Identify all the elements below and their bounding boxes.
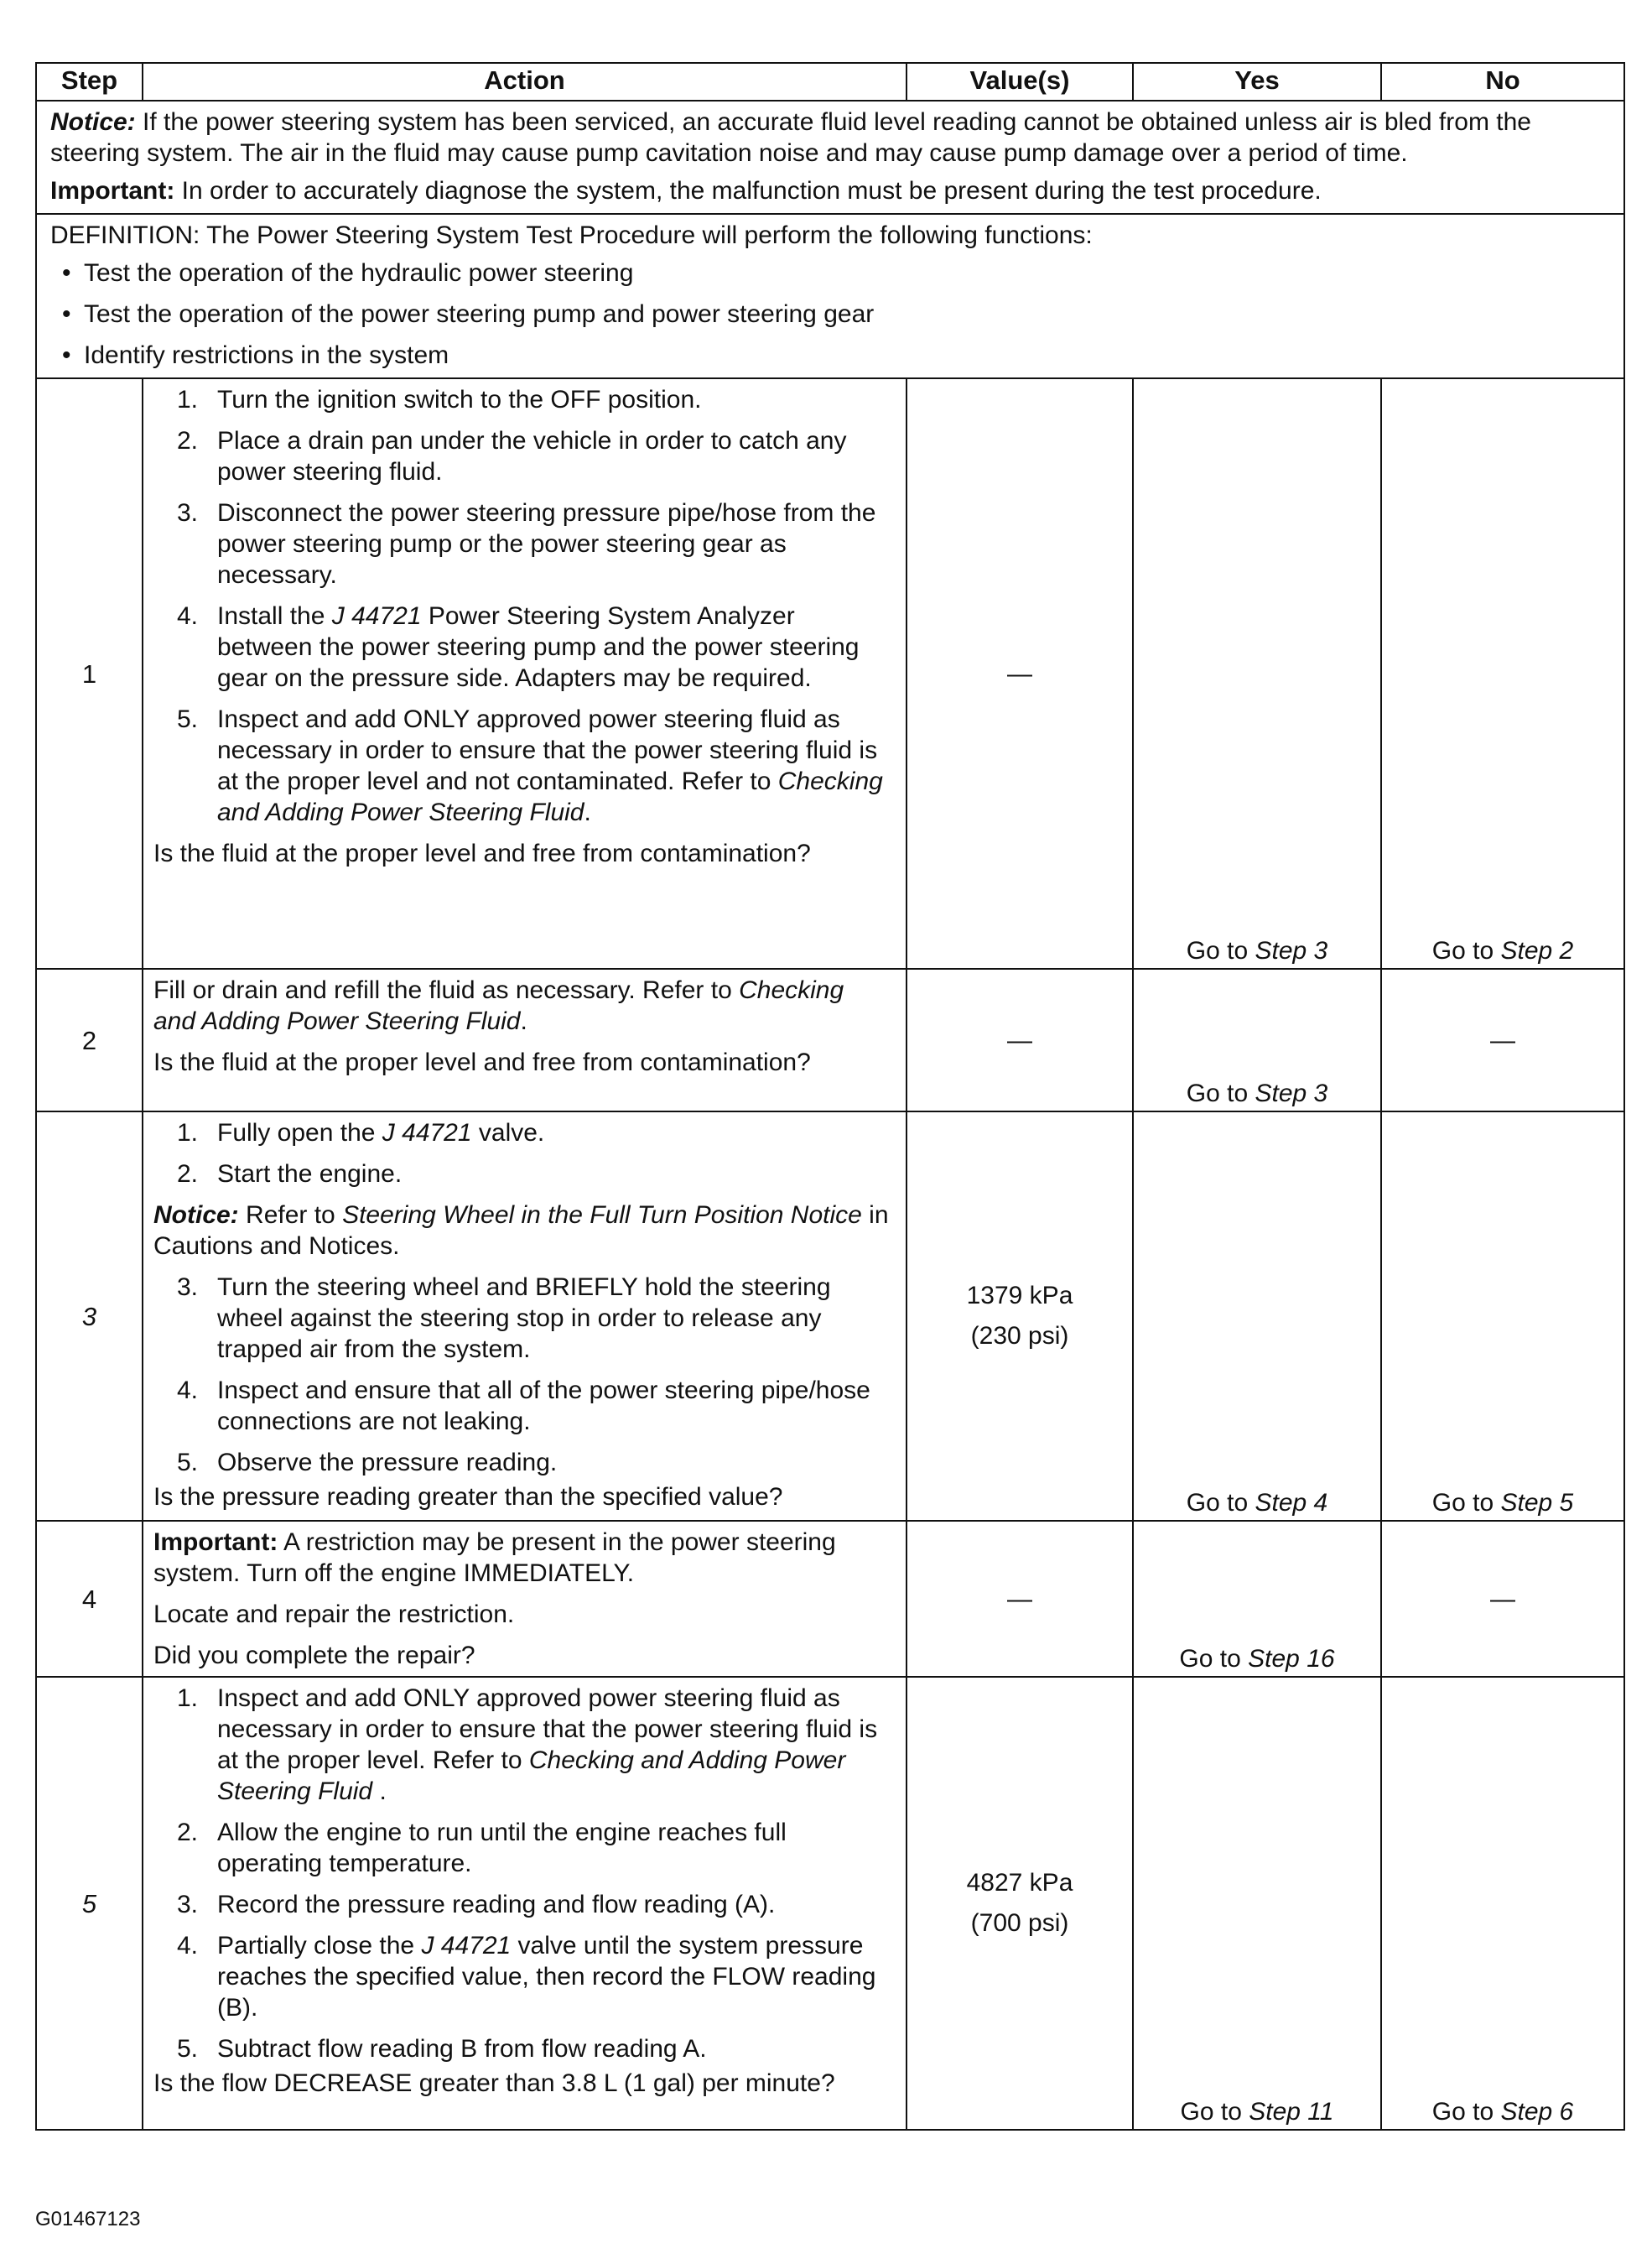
action-list — [153, 1117, 892, 1189]
value-psi: (230 psi) — [970, 1322, 1069, 1350]
list-item: 3. Disconnect the power steering pressure pipe/hose from the power steering pump or the power steering gear as necessary. — [177, 499, 876, 589]
step-link[interactable]: Step 2 — [1500, 937, 1574, 965]
step-number: 2 — [36, 969, 143, 1111]
yes-result: Go to Step 4 — [1133, 1111, 1381, 1521]
step-action — [143, 1521, 907, 1677]
step-notice: Notice: Refer to Steering Wheel in the Full Turn Position Notice in Cautions and Notices. — [153, 1201, 889, 1260]
definition-row — [36, 214, 1624, 378]
step-row-3 — [36, 1111, 1624, 1521]
step-action — [143, 1677, 907, 2130]
intro-notice: Notice: If the power steering system has been serviced, an accurate fluid level reading cannot be obtained unless air is bled from the steering system. The air in the fluid may cause pump cavitation noise and may cause pump damage over a period of time. — [50, 108, 1531, 167]
list-item: 1. Turn the ignition switch to the OFF position. — [177, 386, 702, 414]
list-item: 1. Inspect and add ONLY approved power steering fluid as necessary in order to ensure that the power steering fluid is at the proper level. Refer to Checking and Adding Power Steering Fluid . — [177, 1684, 878, 1805]
list-item: 4. Inspect and ensure that all of the power steering pipe/hose connections are not leaking. — [177, 1377, 870, 1435]
yes-result: Go to Step 11 — [1133, 1677, 1381, 2130]
list-item: 4. Partially close the J 44721 valve until the system pressure reaches the specified value, then record the FLOW reading (B). — [177, 1932, 876, 2022]
tool-ref: J 44721 — [382, 1119, 472, 1147]
action-text: Fill or drain and refill the fluid as necessary. Refer to Checking and Adding Power Steering Fluid. — [153, 976, 844, 1035]
step-link[interactable]: Step 11 — [1249, 2098, 1334, 2126]
list-item: 2. Allow the engine to run until the engine reaches full operating temperature. — [177, 1819, 787, 1877]
header-no: No — [1381, 63, 1624, 101]
definition-text: DEFINITION: The Power Steering System Test Procedure will perform the following functions: — [50, 221, 1093, 249]
list-item: 3. Turn the steering wheel and BRIEFLY hold the steering wheel against the steering stop in order to release any trapped air from the system. — [177, 1273, 831, 1363]
step-value: — — [907, 969, 1133, 1111]
tool-ref: J 44721 — [331, 602, 422, 630]
definition-cell — [36, 214, 1624, 378]
list-item: 2. Start the engine. — [177, 1160, 403, 1188]
step-link[interactable]: Step 4 — [1255, 1489, 1328, 1517]
list-item: • Identify restrictions in the system — [84, 340, 1615, 371]
step-value — [907, 1111, 1133, 1521]
doc-ref: Steering Wheel in the Full Turn Position Notice — [342, 1201, 862, 1229]
list-item: 5. Subtract flow reading B from flow reading A. — [177, 2035, 707, 2063]
header-action: Action — [143, 63, 907, 101]
figure-id: G01467123 — [35, 2208, 141, 2230]
diagnostic-table — [35, 62, 1625, 2131]
step-question: Is the pressure reading greater than the specified value? — [153, 1483, 783, 1511]
action-list — [153, 1683, 892, 2064]
no-result: — — [1381, 969, 1624, 1111]
list-item: 1. Fully open the J 44721 valve. — [177, 1119, 545, 1147]
step-link[interactable]: Step 5 — [1500, 1489, 1574, 1517]
procedure-document — [35, 62, 1623, 2131]
yes-result: Go to Step 16 — [1133, 1521, 1381, 1677]
step-action — [143, 378, 907, 969]
step-number: 1 — [36, 378, 143, 969]
doc-ref: Checking and Adding Power Steering Fluid — [217, 1746, 846, 1805]
value-psi: (700 psi) — [970, 1909, 1069, 1937]
step-value: — — [907, 1521, 1133, 1677]
step-link[interactable]: Step 6 — [1500, 2098, 1574, 2126]
step-action — [143, 969, 907, 1111]
doc-ref: Checking and Adding Power Steering Fluid — [217, 768, 883, 826]
list-item: • Test the operation of the hydraulic power steering — [84, 258, 1615, 289]
action-text: Locate and repair the restriction. — [153, 1600, 515, 1628]
doc-ref: Checking and Adding Power Steering Fluid — [153, 976, 844, 1035]
list-item: 5. Inspect and add ONLY approved power steering fluid as necessary in order to ensure that the power steering fluid is at the proper level and not contaminated. Refer to Checking and Adding Power Steering Fluid. — [177, 705, 883, 826]
value-kpa: 4827 kPa — [966, 1869, 1073, 1897]
list-item: 5. Observe the pressure reading. — [177, 1449, 558, 1476]
no-result: — — [1381, 1521, 1624, 1677]
step-link[interactable]: Step 3 — [1255, 1080, 1328, 1107]
header-row — [36, 63, 1624, 101]
no-result: Go to Step 5 — [1381, 1111, 1624, 1521]
tool-ref: J 44721 — [421, 1932, 512, 1960]
no-result: Go to Step 6 — [1381, 1677, 1624, 2130]
step-row-5 — [36, 1677, 1624, 2130]
step-link[interactable]: Step 16 — [1248, 1645, 1335, 1673]
intro-row — [36, 101, 1624, 214]
action-list — [153, 1272, 892, 1478]
no-result: Go to Step 2 — [1381, 378, 1624, 969]
value-kpa: 1379 kPa — [966, 1282, 1073, 1309]
step-question: Is the flow DECREASE greater than 3.8 L (1 gal) per minute? — [153, 2069, 835, 2097]
list-item: 4. Install the J 44721 Power Steering System Analyzer between the power steering pump and the power steering gear on the pressure side. Adapters may be required. — [177, 602, 860, 692]
header-step: Step — [36, 63, 143, 101]
action-list — [153, 384, 892, 828]
step-question: Is the fluid at the proper level and free from contamination? — [153, 840, 811, 867]
step-value: — — [907, 378, 1133, 969]
step-question: Is the fluid at the proper level and free from contamination? — [153, 1049, 811, 1076]
step-number: 3 — [36, 1111, 143, 1521]
step-row-1 — [36, 378, 1624, 969]
step-action — [143, 1111, 907, 1521]
step-important: Important: A restriction may be present in the power steering system. Turn off the engine IMMEDIATELY. — [153, 1528, 836, 1587]
step-link[interactable]: Step 3 — [1255, 937, 1328, 965]
step-question: Did you complete the repair? — [153, 1642, 475, 1669]
definition-list — [50, 258, 1615, 371]
intro-cell — [36, 101, 1624, 214]
step-number: 5 — [36, 1677, 143, 2130]
header-values: Value(s) — [907, 63, 1133, 101]
intro-important: Important: In order to accurately diagnose the system, the malfunction must be present during the test procedure. — [50, 177, 1322, 205]
list-item: 3. Record the pressure reading and flow reading (A). — [177, 1891, 776, 1918]
header-yes: Yes — [1133, 63, 1381, 101]
list-item: 2. Place a drain pan under the vehicle in order to catch any power steering fluid. — [177, 427, 847, 486]
yes-result: Go to Step 3 — [1133, 378, 1381, 969]
yes-result: Go to Step 3 — [1133, 969, 1381, 1111]
step-row-4 — [36, 1521, 1624, 1677]
step-value — [907, 1677, 1133, 2130]
step-row-2 — [36, 969, 1624, 1111]
step-number: 4 — [36, 1521, 143, 1677]
list-item: • Test the operation of the power steering pump and power steering gear — [84, 299, 1615, 330]
